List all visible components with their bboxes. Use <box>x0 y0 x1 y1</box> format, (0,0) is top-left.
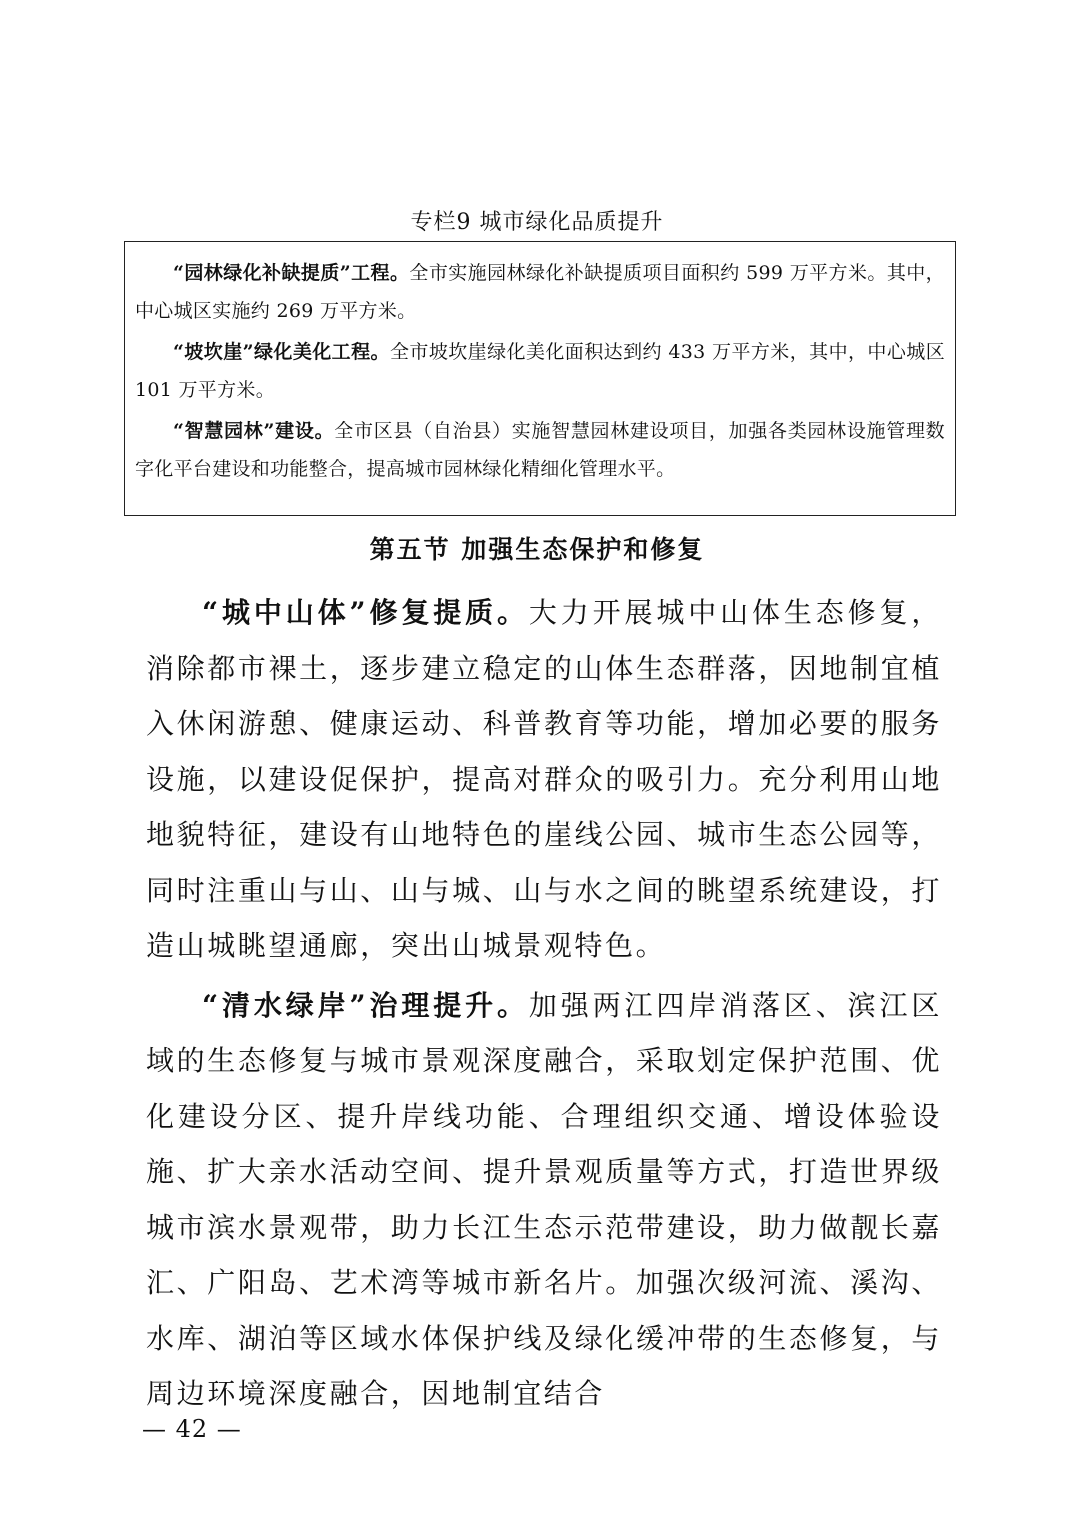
info-box <box>124 241 956 516</box>
box-item-text: 全市区县（自治县）实施智慧园林建设项目，加强各类园林设施管理数字化平台建设和功能整合，提高城市园林绿化精细化管理水平。 <box>135 420 945 480</box>
section-heading: 第五节 加强生态保护和修复 <box>369 535 705 564</box>
box-item-text: 全市实施园林绿化补缺提质项目面积约 599 万平方米。其中，中心城区实施约 269 万平方米。 <box>135 262 945 322</box>
box-title: 专栏9 城市绿化品质提升 <box>410 210 664 235</box>
box-item <box>135 254 945 330</box>
box-item <box>135 412 945 488</box>
page-number: — 42 — <box>142 1415 242 1443</box>
paragraph-text: 大力开展城中山体生态修复，消除都市裸土，逐步建立稳定的山体生态群落，因地制宜植入休闲游憩、健康运动、科普教育等功能，增加必要的服务设施，以建设促保护，提高对群众的吸引力。充分利用山地地貌特征，建设有山地特色的崖线公园、城市生态公园等，同时注重山与山、山与城、山与水之间的眺望系统建设，打造山城眺望通廊，突出山城景观特色。 <box>146 596 943 962</box>
paragraph-lead: “城中山体”修复提质。 <box>202 596 529 629</box>
box-item <box>135 333 945 409</box>
box-item-text: 全市坡坎崖绿化美化面积达到约 433 万平方米，其中，中心城区 101 万平方米。 <box>135 341 945 401</box>
paragraph <box>146 585 942 974</box>
box-item-lead: “园林绿化补缺提质”工程。 <box>173 262 410 284</box>
box-item-lead: “智慧园林”建设。 <box>173 420 335 442</box>
paragraph-lead: “清水绿岸”治理提升。 <box>202 988 529 1022</box>
body-text <box>146 585 942 1426</box>
box-item-lead: “坡坎崖”绿化美化工程。 <box>173 341 390 363</box>
paragraph-text: 加强两江四岸消落区、滨江区域的生态修复与城市景观深度融合，采取划定保护范围、优化建设分区、提升岸线功能、合理组织交通、增设体验设施、扩大亲水活动空间、提升景观质量等方式，打造世界级城市滨水景观带，助力长江生态示范带建设，助力做靓长嘉汇、广阳岛、艺术湾等城市新名片。加强次级河流、溪沟、水库、湖泊等区域水体保护线及绿化缓冲带的生态修复，与周边环境深度融合，因地制宜结合 <box>146 988 943 1410</box>
paragraph <box>146 978 942 1422</box>
